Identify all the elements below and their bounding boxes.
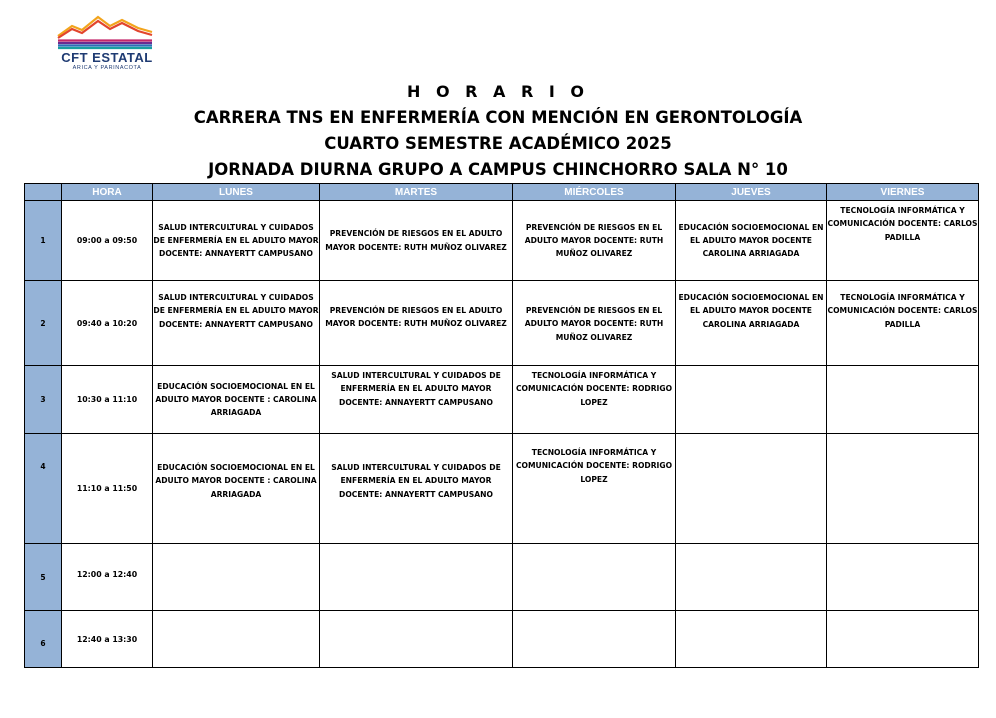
cell-jueves — [676, 366, 827, 434]
cell-jueves: EDUCACIÓN SOCIOEMOCIONAL EN EL ADULTO MAYOR DOCENTE CAROLINA ARRIAGADA — [676, 201, 827, 281]
header-hora: HORA — [62, 184, 153, 201]
table-row — [25, 611, 979, 668]
cell-jueves — [676, 611, 827, 668]
cell-viernes — [827, 366, 979, 434]
row-time: 12:40 a 13:30 — [62, 611, 153, 668]
table-row — [25, 434, 979, 544]
header-martes: MARTES — [320, 184, 513, 201]
cell-viernes — [827, 611, 979, 668]
group-title: JORNADA DIURNA GRUPO A CAMPUS CHINCHORRO SALA N° 10 — [208, 160, 788, 179]
header-miercoles: MIÉRCOLES — [513, 184, 676, 201]
cft-logo — [54, 14, 158, 76]
cell-jueves: EDUCACIÓN SOCIOEMOCIONAL EN EL ADULTO MAYOR DOCENTE CAROLINA ARRIAGADA — [676, 281, 827, 366]
semester-title: CUARTO SEMESTRE ACADÉMICO 2025 — [324, 134, 672, 153]
cell-jueves — [676, 434, 827, 544]
cell-jueves — [676, 544, 827, 611]
table-row — [25, 201, 979, 281]
row-number: 3 — [25, 366, 62, 434]
cell-martes: PREVENCIÓN DE RIESGOS EN EL ADULTO MAYOR DOCENTE: RUTH MUÑOZ OLIVAREZ — [320, 201, 513, 281]
row-time: 09:40 a 10:20 — [62, 281, 153, 366]
cell-martes: SALUD INTERCULTURAL Y CUIDADOS DE ENFERMERÍA EN EL ADULTO MAYOR DOCENTE: ANNAYERTT CAMPUSANO — [320, 434, 513, 544]
row-number: 5 — [25, 544, 62, 611]
header-viernes: VIERNES — [827, 184, 979, 201]
cell-martes — [320, 611, 513, 668]
cell-viernes — [827, 544, 979, 611]
cell-lunes: EDUCACIÓN SOCIOEMOCIONAL EN EL ADULTO MAYOR DOCENTE : CAROLINA ARRIAGADA — [153, 434, 320, 544]
row-time: 11:10 a 11:50 — [62, 434, 153, 544]
cell-lunes — [153, 611, 320, 668]
cell-martes: PREVENCIÓN DE RIESGOS EN EL ADULTO MAYOR DOCENTE: RUTH MUÑOZ OLIVAREZ — [320, 281, 513, 366]
career-title: CARRERA TNS EN ENFERMERÍA CON MENCIÓN EN GERONTOLOGÍA — [193, 108, 803, 127]
header-jueves: JUEVES — [676, 184, 827, 201]
logo-subtitle: ARICA Y PARINACOTA — [72, 65, 142, 71]
cell-martes — [320, 544, 513, 611]
cell-miercoles: TECNOLOGÍA INFORMÁTICA Y COMUNICACIÓN DOCENTE: RODRIGO LOPEZ — [513, 434, 676, 544]
cell-viernes — [827, 434, 979, 544]
cell-lunes — [153, 544, 320, 611]
table-row — [25, 366, 979, 434]
cell-viernes: TECNOLOGÍA INFORMÁTICA Y COMUNICACIÓN DOCENTE: CARLOS PADILLA — [827, 201, 979, 281]
cell-viernes: TECNOLOGÍA INFORMÁTICA Y COMUNICACIÓN DOCENTE: CARLOS PADILLA — [827, 281, 979, 366]
schedule-table — [24, 183, 979, 668]
cell-lunes: EDUCACIÓN SOCIOEMOCIONAL EN EL ADULTO MAYOR DOCENTE : CAROLINA ARRIAGADA — [153, 366, 320, 434]
row-number: 6 — [25, 611, 62, 668]
schedule-title: H O R A R I O — [407, 82, 589, 101]
row-number: 4 — [25, 434, 62, 544]
cell-lunes: SALUD INTERCULTURAL Y CUIDADOS DE ENFERMERÍA EN EL ADULTO MAYOR DOCENTE: ANNAYERTT CAMPUSANO — [153, 201, 320, 281]
header-lunes: LUNES — [153, 184, 320, 201]
logo-title: CFT ESTATAL — [61, 50, 153, 65]
table-row — [25, 281, 979, 366]
row-time: 12:00 a 12:40 — [62, 544, 153, 611]
mountain-logo-icon — [54, 14, 158, 50]
table-header-row — [25, 184, 979, 201]
row-number: 2 — [25, 281, 62, 366]
cell-miercoles — [513, 544, 676, 611]
cell-miercoles — [513, 611, 676, 668]
table-row — [25, 544, 979, 611]
row-number: 1 — [25, 201, 62, 281]
cell-martes: SALUD INTERCULTURAL Y CUIDADOS DE ENFERMERÍA EN EL ADULTO MAYOR DOCENTE: ANNAYERTT CAMPUSANO — [320, 366, 513, 434]
cell-lunes: SALUD INTERCULTURAL Y CUIDADOS DE ENFERMERÍA EN EL ADULTO MAYOR DOCENTE: ANNAYERTT CAMPUSANO — [153, 281, 320, 366]
header-blank — [25, 184, 62, 201]
row-time: 10:30 a 11:10 — [62, 366, 153, 434]
row-time: 09:00 a 09:50 — [62, 201, 153, 281]
cell-miercoles: PREVENCIÓN DE RIESGOS EN EL ADULTO MAYOR DOCENTE: RUTH MUÑOZ OLIVAREZ — [513, 201, 676, 281]
cell-miercoles: PREVENCIÓN DE RIESGOS EN EL ADULTO MAYOR DOCENTE: RUTH MUÑOZ OLIVAREZ — [513, 281, 676, 366]
cell-miercoles: TECNOLOGÍA INFORMÁTICA Y COMUNICACIÓN DOCENTE: RODRIGO LOPEZ — [513, 366, 676, 434]
